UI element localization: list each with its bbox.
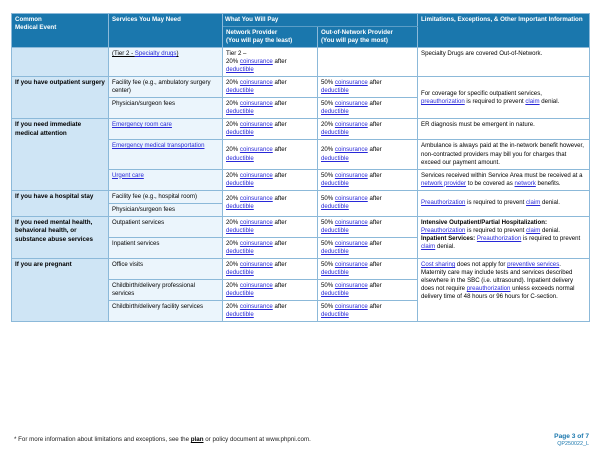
glossary-link-coinsurance[interactable]: coinsurance [239,302,273,310]
after-text: after [272,260,287,268]
glossary-link-deductible[interactable]: deductible [321,310,349,318]
limitations-cell [418,258,590,321]
table-row [12,119,590,140]
glossary-link-deductible[interactable]: deductible [226,310,254,318]
table-header [12,14,590,48]
service-cell: Physician/surgeon fees [109,98,223,119]
limits-text-b: to be covered as [466,179,515,187]
table-body [12,48,590,322]
network-percent: 20% [226,121,239,129]
network-tier-line: Tier 2 – [226,50,247,58]
oon-percent: 50% [321,218,334,226]
after-text: after [272,239,287,247]
header-out-of-network-provider [318,27,418,48]
oon-pay-cell [318,216,418,237]
glossary-link-preventive-services[interactable]: preventive services [507,260,560,268]
network-pay-cell [223,169,318,190]
document-code: QP250022_L [557,440,589,447]
after-text: after [272,100,287,108]
glossary-link-deductible[interactable]: deductible [226,129,254,137]
oon-pay-cell [318,77,418,98]
glossary-link-deductible[interactable]: deductible [226,203,254,211]
header-event-line2: Medical Event [15,24,57,32]
oon-pay-cell [318,300,418,321]
network-percent: 20% [226,171,239,179]
service-cell: Outpatient services [109,216,223,237]
after-text: after [272,146,287,154]
oon-pay-cell [318,140,418,169]
oon-percent: 50% [321,281,334,289]
glossary-link-preauthorization[interactable]: preauthorization [421,97,465,105]
limits-text-c: denial. [540,199,560,207]
glossary-link-coinsurance[interactable]: coinsurance [334,100,368,108]
glossary-link-coinsurance[interactable]: coinsurance [334,260,368,268]
header-limits-line1: Limitations, Exceptions, & Other Important [421,16,547,23]
glossary-link-network[interactable]: network [514,179,536,187]
network-pay-cell [223,190,318,216]
after-text: after [272,281,287,289]
glossary-link-deductible[interactable]: deductible [226,247,254,255]
after-text: after [367,218,382,226]
glossary-link-preauthorization[interactable]: Preauthorization [421,226,466,234]
glossary-link-coinsurance[interactable]: coinsurance [239,195,273,203]
event-label-hospital-stay: If you have a hospital stay [12,190,109,216]
glossary-link-coinsurance[interactable]: coinsurance [334,302,368,310]
glossary-link-coinsurance[interactable]: coinsurance [239,146,273,154]
table-row [12,77,590,98]
network-percent: 20% [226,302,239,310]
glossary-link-coinsurance[interactable]: coinsurance [239,79,273,87]
limits-text-b: denial. [540,226,560,234]
event-label-outpatient-surgery: If you have outpatient surgery [12,77,109,119]
limitations-cell: ER diagnosis must be emergent in nature. [418,119,590,140]
after-text: after [367,79,382,87]
limits-text-b: . Maternity care may include tests and services described elsewhere in the SBC (i.e. ultrasound). Inpatient delivery does not require [421,260,574,292]
after-text: after [272,79,287,87]
network-percent: 20% [226,146,239,154]
glossary-link-deductible[interactable]: deductible [226,226,254,234]
glossary-link-coinsurance[interactable]: coinsurance [334,281,368,289]
glossary-link-network-provider[interactable]: network provider [421,179,467,187]
benefits-table [11,13,590,322]
glossary-link-claim[interactable]: claim [526,226,541,234]
after-text: after [367,239,382,247]
limits-text-a: is required to prevent [465,226,527,234]
glossary-link-claim-2[interactable]: claim [421,242,436,250]
service-link-urgent-care[interactable]: Urgent care [112,171,144,179]
service-link-emergency-room-care[interactable]: Emergency room care [112,121,172,129]
network-percent: 20% [226,58,239,66]
glossary-link-cost-sharing[interactable]: Cost sharing [421,260,456,268]
table-row [12,190,590,203]
limits-text-b: is required to prevent [464,97,526,105]
glossary-link-deductible[interactable]: deductible [321,203,349,211]
oon-percent: 50% [321,260,334,268]
oon-percent: 50% [321,239,334,247]
glossary-link-claim[interactable]: claim [526,199,541,207]
glossary-link-deductible[interactable]: deductible [226,289,254,297]
glossary-link-coinsurance[interactable]: coinsurance [334,121,368,129]
service-cell [109,119,223,140]
oon-pay-cell-empty [318,48,418,77]
header-services-you-may-need: Services You May Need [109,14,223,48]
glossary-link-deductible[interactable]: deductible [321,247,349,255]
table-row [12,48,590,77]
limitations-cell: Ambulance is always paid at the in-network benefit however, non-contracted providers may bill you for charges that exceed our payment amount. [418,140,590,169]
oon-percent: 20% [321,146,334,154]
after-text: after [367,100,382,108]
event-label-blank [12,48,109,77]
glossary-link-preauthorization[interactable]: Preauthorization [421,199,466,207]
glossary-link-coinsurance[interactable]: coinsurance [334,239,368,247]
limits-text-a: For coverage for specific outpatient services, [421,89,542,97]
after-text: after [367,146,382,154]
after-text: after [367,302,382,310]
network-pay-cell [223,98,318,119]
after-text: after [272,121,287,129]
glossary-link-coinsurance[interactable]: coinsurance [334,218,368,226]
limits-text-a: does not apply for [455,260,508,268]
after-text: after [367,171,382,179]
glossary-link-coinsurance[interactable]: coinsurance [239,239,273,247]
service-cell: Facility fee (e.g., hospital room) [109,190,223,203]
oon-percent: 50% [321,100,334,108]
limits-text-d: denial. [435,242,455,250]
oon-pay-cell [318,190,418,216]
oon-percent: 50% [321,195,334,203]
after-text: after [367,260,382,268]
oon-pay-cell [318,279,418,300]
limits-text-a: Services received within Service Area must be received at a [421,171,583,179]
after-text: after [272,218,287,226]
glossary-link-deductible[interactable]: deductible [226,66,254,74]
oon-percent: 50% [321,79,334,87]
oon-percent: 50% [321,302,334,310]
limits-bold-intensive-outpatient: Intensive Outpatient/Partial Hospitalization: [421,218,547,226]
network-percent: 20% [226,239,239,247]
event-label-immediate-medical-attention: If you need immediate medical attention [12,119,109,190]
limitations-cell [418,77,590,119]
footnote-text-a: * For more information about limitations and exceptions, see the [14,436,191,443]
network-pay-cell [223,237,318,258]
glossary-link-coinsurance[interactable]: coinsurance [239,218,273,226]
network-pay-cell [223,48,318,77]
footnote-text-b: or policy document at www.phpni.com. [203,436,311,443]
service-tier2-prefix: (Tier 2 - [112,50,135,58]
network-percent: 20% [226,218,239,226]
limits-bold-inpatient-services: Inpatient Services: [421,234,476,242]
limitations-cell [418,190,590,216]
limitations-cell [418,216,590,258]
header-network-line1: Network Provider [226,29,278,37]
glossary-link-coinsurance[interactable]: coinsurance [239,58,273,66]
header-limitations [418,14,590,48]
header-network-provider [223,27,318,48]
service-cell: Inpatient services [109,237,223,258]
header-what-you-will-pay: What You Will Pay [223,14,418,27]
oon-percent: 20% [321,121,334,129]
glossary-link-deductible[interactable]: deductible [226,87,254,95]
after-text: after [367,281,382,289]
service-cell [109,169,223,190]
service-link-specialty-drugs[interactable]: Specialty drugs [134,50,177,58]
glossary-link-deductible[interactable]: deductible [321,154,349,162]
glossary-link-coinsurance[interactable]: coinsurance [334,146,368,154]
service-cell [109,48,223,77]
network-pay-cell [223,140,318,169]
limits-text-c: unless exceeds normal delivery time of 48 hours or 96 hours for C-section. [421,284,575,300]
glossary-link-deductible[interactable]: deductible [321,108,349,116]
limits-text-c: benefits. [535,179,561,187]
header-common-medical-event [12,14,109,48]
glossary-link-preauthorization-2[interactable]: Preauthorization [476,234,522,242]
network-percent: 20% [226,260,239,268]
glossary-link-coinsurance[interactable]: coinsurance [239,281,273,289]
limitations-cell: Specialty Drugs are covered Out-of-Network. [418,48,590,77]
oon-pay-cell [318,258,418,279]
network-after-text: after [272,58,287,66]
service-cell: Childbirth/delivery professional services [109,279,223,300]
page-number: Page 3 of 7 [554,433,589,440]
oon-pay-cell [318,119,418,140]
glossary-link-preauthorization[interactable]: preauthorization [466,284,511,292]
after-text: after [272,195,287,203]
table-row [12,258,590,279]
glossary-link-deductible[interactable]: deductible [321,226,349,234]
glossary-link-deductible[interactable]: deductible [321,129,349,137]
glossary-link-plan[interactable]: plan [190,436,204,443]
footnote [14,436,311,443]
service-cell: Office visits [109,258,223,279]
glossary-link-coinsurance[interactable]: coinsurance [334,79,368,87]
limitations-cell [418,169,590,190]
after-text: after [367,195,382,203]
network-pay-cell [223,300,318,321]
table-row [12,216,590,237]
header-oon-line1: Out-of-Network Provider [321,29,393,37]
network-percent: 20% [226,79,239,87]
oon-pay-cell [318,169,418,190]
glossary-link-claim[interactable]: claim [525,97,540,105]
limits-text-c: denial. [539,97,560,105]
header-network-line2: (You will pay the least) [226,37,293,45]
network-pay-cell [223,279,318,300]
glossary-link-deductible[interactable]: deductible [321,179,349,187]
network-percent: 20% [226,195,239,203]
after-text: after [367,121,382,129]
glossary-link-coinsurance[interactable]: coinsurance [334,171,368,179]
service-cell: Physician/surgeon fees [109,203,223,216]
event-label-mental-health: If you need mental health, behavioral health, or substance abuse services [12,216,109,258]
glossary-link-coinsurance[interactable]: coinsurance [334,195,368,203]
page-footer [554,433,589,447]
glossary-link-deductible[interactable]: deductible [226,108,254,116]
header-limits-line2: Information [548,16,583,23]
header-oon-line2: (You will pay the most) [321,37,388,45]
network-percent: 20% [226,100,239,108]
service-cell: Childbirth/delivery facility services [109,300,223,321]
service-cell: Facility fee (e.g., ambulatory surgery center) [109,77,223,98]
header-event-line1: Common [15,16,42,23]
oon-percent: 50% [321,171,334,179]
glossary-link-deductible[interactable]: deductible [226,154,254,162]
network-pay-cell [223,77,318,98]
oon-pay-cell [318,98,418,119]
network-pay-cell [223,119,318,140]
glossary-link-deductible[interactable]: deductible [321,87,349,95]
limits-text-c: is required to prevent [521,234,581,242]
glossary-link-coinsurance[interactable]: coinsurance [239,260,273,268]
glossary-link-deductible[interactable]: deductible [321,268,349,276]
oon-pay-cell [318,237,418,258]
limits-text-b: is required to prevent [465,199,527,207]
network-pay-cell [223,216,318,237]
glossary-link-deductible[interactable]: deductible [226,268,254,276]
after-text: after [272,302,287,310]
glossary-link-coinsurance[interactable]: coinsurance [239,121,273,129]
service-link-emergency-medical-transportation[interactable]: Emergency medical transportation [112,142,205,150]
glossary-link-coinsurance[interactable]: coinsurance [239,100,273,108]
glossary-link-deductible[interactable]: deductible [321,289,349,297]
glossary-link-coinsurance[interactable]: coinsurance [239,171,273,179]
service-tier2-suffix: ) [176,50,179,58]
glossary-link-deductible[interactable]: deductible [226,179,254,187]
after-text: after [272,171,287,179]
service-cell [109,140,223,169]
network-percent: 20% [226,281,239,289]
network-pay-cell [223,258,318,279]
event-label-pregnant: If you are pregnant [12,258,109,321]
